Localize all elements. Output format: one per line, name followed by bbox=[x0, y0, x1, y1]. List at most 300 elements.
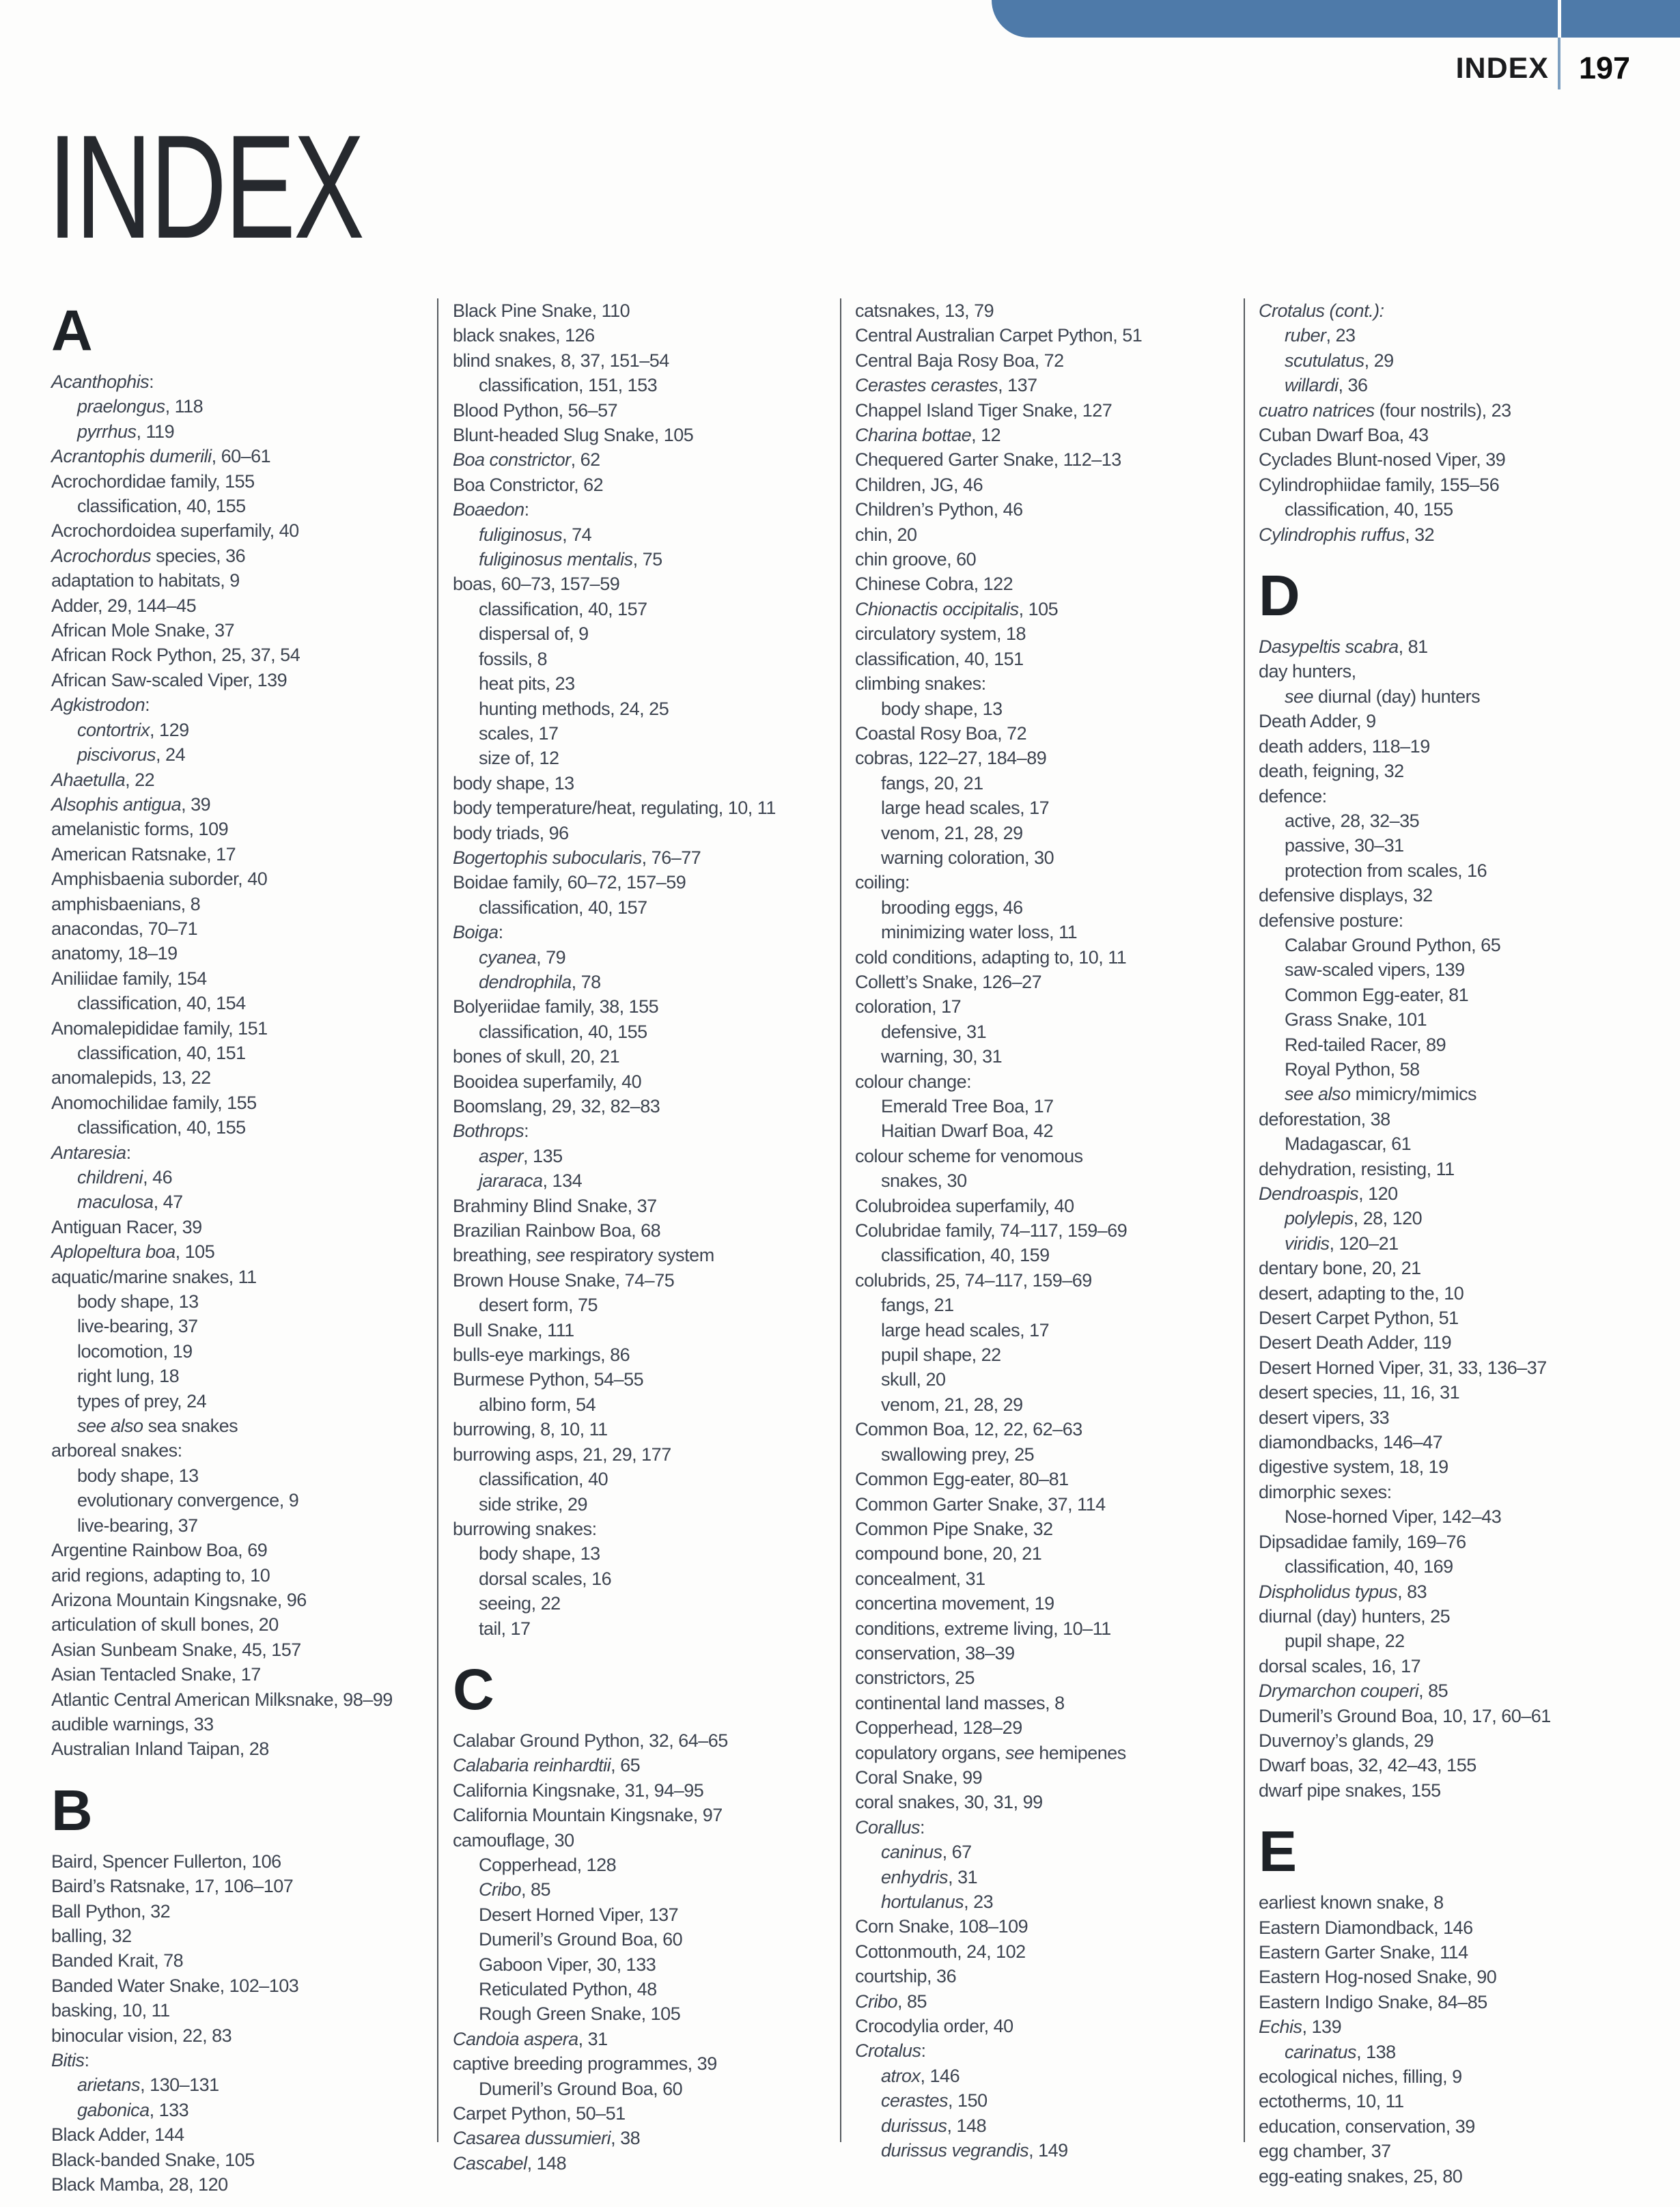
index-entry: climbing snakes: bbox=[855, 673, 986, 694]
index-entry: Eastern Hog-nosed Snake, 90 bbox=[1259, 1967, 1497, 1988]
index-entry: death, feigning, 32 bbox=[1259, 761, 1404, 782]
index-entry: Australian Inland Taipan, 28 bbox=[51, 1739, 269, 1760]
index-entry: Eastern Indigo Snake, 84–85 bbox=[1259, 1991, 1487, 2012]
index-entry: types of prey, 24 bbox=[77, 1390, 207, 1411]
index-entry: large head scales, 17 bbox=[881, 798, 1050, 819]
index-entry: Argentine Rainbow Boa, 69 bbox=[51, 1540, 268, 1561]
index-entry: Boomslang, 29, 32, 82–83 bbox=[453, 1096, 660, 1116]
index-entry: body shape, 13 bbox=[453, 772, 574, 793]
index-entry: caninus, 67 bbox=[881, 1842, 972, 1863]
index-entry: locomotion, 19 bbox=[77, 1340, 193, 1362]
index-entry: Crotalus (cont.): bbox=[1259, 300, 1384, 321]
index-entry: defensive posture: bbox=[1259, 910, 1403, 931]
index-entry: size of, 12 bbox=[479, 748, 559, 769]
index-entry: Boidae family, 60–72, 157–59 bbox=[453, 872, 686, 893]
index-entry: articulation of skull bones, 20 bbox=[51, 1614, 279, 1635]
index-entry: Aniliidae family, 154 bbox=[51, 968, 207, 989]
index-entry: asper, 135 bbox=[479, 1145, 563, 1166]
index-entry: fangs, 20, 21 bbox=[881, 772, 983, 793]
page-title: INDEX bbox=[48, 104, 363, 269]
index-entry: colour scheme for venomous bbox=[855, 1145, 1083, 1166]
index-entry: Dasypeltis scabra, 81 bbox=[1259, 636, 1428, 658]
index-entry: Colubridae family, 74–117, 159–69 bbox=[855, 1220, 1128, 1241]
index-entry: Red-tailed Racer, 89 bbox=[1285, 1034, 1446, 1055]
index-entry: Crocodylia order, 40 bbox=[855, 2016, 1013, 2037]
index-entry: African Rock Python, 25, 37, 54 bbox=[51, 645, 300, 666]
index-entry: Ball Python, 32 bbox=[51, 1900, 171, 1922]
index-entry: binocular vision, 22, 83 bbox=[51, 2025, 232, 2046]
index-entry: conservation, 38–39 bbox=[855, 1642, 1015, 1663]
index-entry: classification, 40, 154 bbox=[77, 993, 246, 1014]
index-entry: conditions, extreme living, 10–11 bbox=[855, 1618, 1111, 1639]
index-entry: Chinese Cobra, 122 bbox=[855, 574, 1013, 595]
index-entry: chin groove, 60 bbox=[855, 549, 977, 570]
index-entry: Dumeril’s Ground Boa, 10, 17, 60–61 bbox=[1259, 1705, 1551, 1726]
index-entry: protection from scales, 16 bbox=[1285, 860, 1487, 881]
index-entry: see also sea snakes bbox=[77, 1416, 238, 1437]
index-entry: amphisbaenians, 8 bbox=[51, 893, 201, 914]
index-entry: classification, 40, 157 bbox=[479, 598, 647, 619]
index-entry: adaptation to habitats, 9 bbox=[51, 570, 240, 591]
index-entry: Adder, 29, 144–45 bbox=[51, 595, 197, 616]
index-entry: courtship, 36 bbox=[855, 1966, 957, 1987]
index-entry: see diurnal (day) hunters bbox=[1285, 686, 1481, 707]
index-entry: Coastal Rosy Boa, 72 bbox=[855, 722, 1027, 744]
index-entry: Antaresia: bbox=[51, 1142, 131, 1163]
index-entry: coral snakes, 30, 31, 99 bbox=[855, 1792, 1043, 1813]
index-entry: concertina movement, 19 bbox=[855, 1593, 1054, 1614]
index-entry: Anomalepididae family, 151 bbox=[51, 1017, 268, 1039]
index-entry: body shape, 13 bbox=[479, 1543, 600, 1564]
index-entry: balling, 32 bbox=[51, 1925, 132, 1946]
index-entry: ruber, 23 bbox=[1285, 325, 1356, 346]
index-entry: Desert Horned Viper, 137 bbox=[479, 1904, 679, 1925]
index-entry: active, 28, 32–35 bbox=[1285, 810, 1420, 831]
index-entry: ecological niches, filling, 9 bbox=[1259, 2066, 1462, 2087]
index-column-3 bbox=[855, 298, 1251, 2163]
index-entry: desert vipers, 33 bbox=[1259, 1407, 1390, 1428]
index-entry: skull, 20 bbox=[881, 1369, 946, 1390]
index-entry: Chionactis occipitalis, 105 bbox=[855, 598, 1059, 619]
index-entry: Chappel Island Tiger Snake, 127 bbox=[855, 399, 1112, 421]
index-entry: Casarea dussumieri, 38 bbox=[453, 2128, 641, 2149]
index-entry: saw-scaled vipers, 139 bbox=[1285, 959, 1465, 981]
index-entry: bulls-eye markings, 86 bbox=[453, 1345, 630, 1366]
index-entry: dendrophila, 78 bbox=[479, 971, 601, 992]
index-entry: Acrantophis dumerili, 60–61 bbox=[51, 446, 271, 467]
index-entry: Children’s Python, 46 bbox=[855, 499, 1023, 520]
index-entry: Dispholidus typus, 83 bbox=[1259, 1581, 1427, 1602]
index-entry: California Mountain Kingsnake, 97 bbox=[453, 1805, 723, 1826]
index-entry: venom, 21, 28, 29 bbox=[881, 822, 1023, 843]
index-column-2 bbox=[453, 298, 849, 2176]
index-entry: Agkistrodon: bbox=[51, 694, 150, 716]
index-entry: Nose-horned Viper, 142–43 bbox=[1285, 1506, 1502, 1528]
index-entry: polylepis, 28, 120 bbox=[1285, 1208, 1423, 1229]
index-entry: classification, 40 bbox=[479, 1469, 608, 1490]
index-entry: Anomochilidae family, 155 bbox=[51, 1092, 257, 1113]
index-entry: warning, 30, 31 bbox=[881, 1046, 1003, 1067]
index-entry: Bitis: bbox=[51, 2050, 89, 2070]
index-entry: viridis, 120–21 bbox=[1285, 1233, 1399, 1254]
index-entry: dimorphic sexes: bbox=[1259, 1481, 1392, 1502]
index-entry: Desert Carpet Python, 51 bbox=[1259, 1308, 1459, 1329]
index-entry: cuatro natrices (four nostrils), 23 bbox=[1259, 399, 1511, 421]
index-column-1 bbox=[51, 298, 447, 2197]
index-entry: pupil shape, 22 bbox=[881, 1345, 1001, 1366]
index-entry: Common Pipe Snake, 32 bbox=[855, 1518, 1053, 1539]
index-entry: Atlantic Central American Milksnake, 98–99 bbox=[51, 1689, 393, 1710]
index-entry: body shape, 13 bbox=[77, 1465, 199, 1486]
index-entry: Haitian Dwarf Boa, 42 bbox=[881, 1121, 1054, 1142]
index-entry: Eastern Diamondback, 146 bbox=[1259, 1917, 1473, 1938]
index-entry: Common Boa, 12, 22, 62–63 bbox=[855, 1419, 1082, 1440]
index-entry: Acanthophis: bbox=[51, 371, 154, 392]
index-entry: Calabar Ground Python, 65 bbox=[1285, 934, 1501, 955]
index-entry: Burmese Python, 54–55 bbox=[453, 1369, 644, 1390]
index-entry: Cottonmouth, 24, 102 bbox=[855, 1941, 1026, 1962]
index-entry: dehydration, resisting, 11 bbox=[1259, 1158, 1455, 1179]
index-entry: fuliginosus mentalis, 75 bbox=[479, 549, 662, 570]
index-entry: defence: bbox=[1259, 785, 1327, 806]
index-entry: Boaedon: bbox=[453, 499, 529, 520]
index-entry: venom, 21, 28, 29 bbox=[881, 1394, 1023, 1415]
index-entry: American Ratsnake, 17 bbox=[51, 843, 236, 864]
index-entry: cyanea, 79 bbox=[479, 946, 566, 968]
index-entry: copulatory organs, see hemipenes bbox=[855, 1742, 1126, 1763]
index-entry: Brahminy Blind Snake, 37 bbox=[453, 1195, 657, 1216]
index-entry: earliest known snake, 8 bbox=[1259, 1892, 1444, 1913]
section-letter: E bbox=[1259, 1819, 1298, 1884]
index-entry: breathing, see respiratory system bbox=[453, 1245, 714, 1266]
index-entry: desert form, 75 bbox=[479, 1295, 598, 1316]
index-entry: Desert Death Adder, 119 bbox=[1259, 1332, 1452, 1353]
index-entry: Chequered Garter Snake, 112–13 bbox=[855, 449, 1121, 470]
index-entry: Charina bottae, 12 bbox=[855, 425, 1001, 446]
index-entry: deforestation, 38 bbox=[1259, 1108, 1390, 1129]
index-entry: aquatic/marine snakes, 11 bbox=[51, 1266, 257, 1287]
index-entry: Blood Python, 56–57 bbox=[453, 399, 618, 421]
index-entry: ectotherms, 10, 11 bbox=[1259, 2091, 1404, 2112]
index-entry: anacondas, 70–71 bbox=[51, 918, 198, 939]
index-entry: Baird, Spencer Fullerton, 106 bbox=[51, 1851, 281, 1872]
index-entry: enhydris, 31 bbox=[881, 1866, 978, 1887]
index-entry: bones of skull, 20, 21 bbox=[453, 1046, 620, 1067]
index-entry: live-bearing, 37 bbox=[77, 1316, 198, 1337]
index-entry: body shape, 13 bbox=[881, 698, 1003, 719]
index-entry: swallowing prey, 25 bbox=[881, 1444, 1035, 1465]
index-entry: Coral Snake, 99 bbox=[855, 1767, 983, 1788]
index-entry: African Mole Snake, 37 bbox=[51, 620, 235, 641]
index-entry: dentary bone, 20, 21 bbox=[1259, 1258, 1421, 1279]
index-entry: dorsal scales, 16 bbox=[479, 1568, 612, 1589]
index-entry: desert species, 11, 16, 31 bbox=[1259, 1382, 1460, 1403]
index-entry: Copperhead, 128 bbox=[479, 1854, 617, 1875]
index-entry: classification, 40, 155 bbox=[479, 1021, 647, 1042]
index-entry: classification, 40, 155 bbox=[77, 1117, 246, 1138]
index-entry: Corallus: bbox=[855, 1816, 925, 1838]
index-entry: passive, 30–31 bbox=[1285, 835, 1404, 856]
index-entry: circulatory system, 18 bbox=[855, 623, 1026, 645]
index-entry: Black Mamba, 28, 120 bbox=[51, 2174, 228, 2195]
index-entry: classification, 40, 155 bbox=[77, 496, 246, 517]
index-entry: willardi, 36 bbox=[1285, 375, 1368, 396]
index-entry: Bogertophis subocularis, 76–77 bbox=[453, 847, 701, 868]
index-entry: African Saw-scaled Viper, 139 bbox=[51, 669, 288, 690]
index-entry: chin, 20 bbox=[855, 524, 917, 545]
index-entry: Banded Krait, 78 bbox=[51, 1950, 184, 1971]
index-entry: fangs, 21 bbox=[881, 1295, 954, 1316]
index-entry: maculosa, 47 bbox=[77, 1192, 183, 1213]
index-entry: Acrochordidae family, 155 bbox=[51, 470, 255, 492]
index-entry: Cyclades Blunt-nosed Viper, 39 bbox=[1259, 449, 1506, 470]
index-entry: Alsophis antigua, 39 bbox=[51, 793, 211, 815]
index-entry: burrowing snakes: bbox=[453, 1518, 597, 1539]
index-entry: childreni, 46 bbox=[77, 1167, 173, 1187]
index-entry: classification, 40, 155 bbox=[1285, 499, 1453, 520]
index-entry: cerastes, 150 bbox=[881, 2090, 988, 2111]
index-entry: Echis, 139 bbox=[1259, 2016, 1342, 2038]
index-entry: anomalepids, 13, 22 bbox=[51, 1067, 211, 1088]
section-letter: A bbox=[51, 298, 93, 363]
index-entry: colour change: bbox=[855, 1071, 972, 1092]
index-entry: Asian Sunbeam Snake, 45, 157 bbox=[51, 1639, 301, 1660]
index-entry: Antiguan Racer, 39 bbox=[51, 1216, 202, 1237]
index-entry: egg-eating snakes, 25, 80 bbox=[1259, 2165, 1463, 2187]
index-entry: defensive, 31 bbox=[881, 1021, 987, 1042]
index-entry: Bolyeriidae family, 38, 155 bbox=[453, 996, 659, 1017]
index-entry: Central Australian Carpet Python, 51 bbox=[855, 325, 1143, 346]
index-entry: Banded Water Snake, 102–103 bbox=[51, 1975, 299, 1996]
index-entry: Cascabel, 148 bbox=[453, 2152, 567, 2174]
index-entry: Arizona Mountain Kingsnake, 96 bbox=[51, 1589, 307, 1610]
index-entry: Desert Horned Viper, 31, 33, 136–37 bbox=[1259, 1357, 1547, 1378]
index-entry: durissus vegrandis, 149 bbox=[881, 2140, 1068, 2161]
index-entry: Calabaria reinhardtii, 65 bbox=[453, 1755, 641, 1776]
index-entry: digestive system, 18, 19 bbox=[1259, 1457, 1448, 1478]
index-entry: diurnal (day) hunters, 25 bbox=[1259, 1605, 1451, 1627]
index-entry: egg chamber, 37 bbox=[1259, 2141, 1391, 2162]
index-entry: Emerald Tree Boa, 17 bbox=[881, 1096, 1054, 1116]
index-entry: body shape, 13 bbox=[77, 1291, 199, 1312]
index-entry: minimizing water loss, 11 bbox=[881, 922, 1078, 943]
index-entry: Common Egg-eater, 81 bbox=[1285, 984, 1469, 1005]
index-entry: Royal Python, 58 bbox=[1285, 1058, 1420, 1080]
index-entry: pyrrhus, 119 bbox=[77, 421, 175, 442]
index-entry: Baird’s Ratsnake, 17, 106–107 bbox=[51, 1876, 294, 1897]
index-entry: continental land masses, 8 bbox=[855, 1692, 1065, 1713]
index-entry: Black-banded Snake, 105 bbox=[51, 2149, 255, 2170]
index-entry: California Kingsnake, 31, 94–95 bbox=[453, 1780, 704, 1801]
index-entry: Brazilian Rainbow Boa, 68 bbox=[453, 1220, 661, 1241]
index-entry: dispersal of, 9 bbox=[479, 623, 589, 645]
index-entry: arboreal snakes: bbox=[51, 1440, 182, 1461]
index-entry: Dumeril’s Ground Boa, 60 bbox=[479, 2078, 683, 2099]
index-entry: black snakes, 126 bbox=[453, 325, 595, 346]
index-entry: Dumeril’s Ground Boa, 60 bbox=[479, 1929, 683, 1950]
index-entry: side strike, 29 bbox=[479, 1493, 588, 1515]
index-entry: Colubroidea superfamily, 40 bbox=[855, 1195, 1074, 1216]
index-entry: coiling: bbox=[855, 872, 910, 893]
index-entry: Bull Snake, 111 bbox=[453, 1319, 574, 1340]
index-entry: warning coloration, 30 bbox=[881, 847, 1054, 868]
index-entry: atrox, 146 bbox=[881, 2065, 960, 2086]
index-entry: Black Adder, 144 bbox=[51, 2124, 184, 2146]
index-entry: Cerastes cerastes, 137 bbox=[855, 375, 1037, 396]
top-banner bbox=[992, 0, 1680, 38]
index-entry: Black Pine Snake, 110 bbox=[453, 300, 630, 321]
index-entry: Acrochordus species, 36 bbox=[51, 545, 246, 566]
index-entry: cold conditions, adapting to, 10, 11 bbox=[855, 946, 1127, 968]
index-entry: snakes, 30 bbox=[881, 1170, 967, 1192]
banner-divider-notch bbox=[1558, 0, 1561, 38]
index-entry: hortulanus, 23 bbox=[881, 1892, 994, 1912]
index-entry: Eastern Garter Snake, 114 bbox=[1259, 1941, 1468, 1963]
index-entry: Death Adder, 9 bbox=[1259, 711, 1376, 732]
index-entry: Dipsadidae family, 169–76 bbox=[1259, 1531, 1466, 1552]
index-entry: gabonica, 133 bbox=[77, 2099, 189, 2120]
index-entry: Boiga: bbox=[453, 922, 503, 943]
index-entry: Booidea superfamily, 40 bbox=[453, 1071, 642, 1092]
index-entry: carinatus, 138 bbox=[1285, 2041, 1396, 2062]
index-entry: Duvernoy’s glands, 29 bbox=[1259, 1730, 1434, 1751]
running-header-label: INDEX bbox=[1455, 52, 1549, 85]
index-entry: jararaca, 134 bbox=[479, 1170, 583, 1192]
index-entry: scutulatus, 29 bbox=[1285, 350, 1394, 371]
index-entry: compound bone, 20, 21 bbox=[855, 1543, 1042, 1564]
index-entry: Reticulated Python, 48 bbox=[479, 1979, 657, 1999]
index-entry: Blunt-headed Slug Snake, 105 bbox=[453, 425, 694, 446]
index-entry: Cylindrophis ruffus, 32 bbox=[1259, 524, 1435, 545]
index-entry: Brown House Snake, 74–75 bbox=[453, 1269, 675, 1291]
index-entry: burrowing asps, 21, 29, 177 bbox=[453, 1444, 671, 1465]
index-entry: camouflage, 30 bbox=[453, 1829, 574, 1851]
index-entry: day hunters, bbox=[1259, 661, 1356, 682]
section-letter: D bbox=[1259, 563, 1300, 628]
index-entry: tail, 17 bbox=[479, 1618, 531, 1639]
page-number: 197 bbox=[1579, 51, 1631, 85]
index-entry: defensive displays, 32 bbox=[1259, 885, 1433, 906]
header-divider-line bbox=[1558, 38, 1560, 89]
index-entry: Crotalus: bbox=[855, 2040, 926, 2062]
index-entry: Gaboon Viper, 30, 133 bbox=[479, 1954, 656, 1975]
index-entry: boas, 60–73, 157–59 bbox=[453, 574, 620, 595]
index-entry: see also mimicry/mimics bbox=[1285, 1084, 1477, 1105]
index-entry: Central Baja Rosy Boa, 72 bbox=[855, 350, 1064, 371]
index-entry: Bothrops: bbox=[453, 1121, 529, 1142]
index-entry: Collett’s Snake, 126–27 bbox=[855, 971, 1042, 992]
index-entry: Dwarf boas, 32, 42–43, 155 bbox=[1259, 1755, 1476, 1776]
index-entry: Boa Constrictor, 62 bbox=[453, 474, 604, 495]
index-entry: Copperhead, 128–29 bbox=[855, 1717, 1022, 1739]
index-entry: captive breeding programmes, 39 bbox=[453, 2053, 717, 2075]
index-entry: Grass Snake, 101 bbox=[1285, 1009, 1427, 1030]
index-entry: desert, adapting to the, 10 bbox=[1259, 1282, 1464, 1304]
index-entry: albino form, 54 bbox=[479, 1394, 596, 1415]
index-entry: praelongus, 118 bbox=[77, 396, 204, 417]
index-entry: classification, 40, 151 bbox=[77, 1042, 246, 1063]
index-entry: Drymarchon couperi, 85 bbox=[1259, 1681, 1448, 1702]
index-entry: classification, 40, 151 bbox=[855, 648, 1024, 669]
index-entry: Boa constrictor, 62 bbox=[453, 449, 600, 470]
index-entry: seeing, 22 bbox=[479, 1593, 561, 1614]
index-entry: heat pits, 23 bbox=[479, 673, 575, 694]
index-entry: arid regions, adapting to, 10 bbox=[51, 1564, 270, 1586]
index-entry: Ahaetulla, 22 bbox=[51, 769, 155, 790]
index-entry: death adders, 118–19 bbox=[1259, 735, 1430, 757]
index-entry: Cylindrophiidae family, 155–56 bbox=[1259, 474, 1500, 495]
index-entry: Cribo, 85 bbox=[855, 1991, 927, 2012]
index-entry: fossils, 8 bbox=[479, 648, 548, 669]
index-entry: catsnakes, 13, 79 bbox=[855, 300, 994, 321]
index-entry: large head scales, 17 bbox=[881, 1319, 1050, 1340]
index-entry: Children, JG, 46 bbox=[855, 474, 983, 495]
index-entry: body triads, 96 bbox=[453, 822, 569, 843]
section-letter: C bbox=[453, 1657, 494, 1721]
index-entry: body temperature/heat, regulating, 10, 11 bbox=[453, 798, 776, 819]
index-entry: Carpet Python, 50–51 bbox=[453, 2103, 626, 2124]
index-entry: concealment, 31 bbox=[855, 1568, 985, 1589]
index-entry: piscivorus, 24 bbox=[77, 744, 186, 765]
index-entry: classification, 151, 153 bbox=[479, 375, 658, 396]
index-entry: contortrix, 129 bbox=[77, 719, 189, 740]
index-entry: arietans, 130–131 bbox=[77, 2075, 219, 2096]
index-entry: evolutionary convergence, 9 bbox=[77, 1490, 299, 1511]
index-entry: fuliginosus, 74 bbox=[479, 524, 592, 545]
index-entry: Acrochordoidea superfamily, 40 bbox=[51, 520, 299, 542]
index-entry: Cribo, 85 bbox=[479, 1879, 551, 1900]
index-entry: Corn Snake, 108–109 bbox=[855, 1916, 1028, 1937]
index-entry: Common Egg-eater, 80–81 bbox=[855, 1469, 1069, 1490]
index-entry: basking, 10, 11 bbox=[51, 2000, 170, 2021]
index-entry: durissus, 148 bbox=[881, 2115, 987, 2136]
index-entry: blind snakes, 8, 37, 151–54 bbox=[453, 350, 669, 371]
index-entry: brooding eggs, 46 bbox=[881, 897, 1023, 918]
index-entry: pupil shape, 22 bbox=[1285, 1631, 1405, 1652]
index-entry: Amphisbaenia suborder, 40 bbox=[51, 869, 268, 890]
index-entry: diamondbacks, 146–47 bbox=[1259, 1432, 1443, 1453]
index-entry: Rough Green Snake, 105 bbox=[479, 2004, 681, 2025]
index-entry: Dendroaspis, 120 bbox=[1259, 1183, 1398, 1204]
index-entry: education, conservation, 39 bbox=[1259, 2115, 1475, 2137]
index-entry: right lung, 18 bbox=[77, 1366, 180, 1387]
index-entry: live-bearing, 37 bbox=[77, 1515, 198, 1536]
index-entry: constrictors, 25 bbox=[855, 1668, 975, 1689]
index-entry: amelanistic forms, 109 bbox=[51, 819, 229, 840]
index-entry: Asian Tentacled Snake, 17 bbox=[51, 1664, 261, 1685]
index-entry: dorsal scales, 16, 17 bbox=[1259, 1655, 1421, 1676]
index-entry: Calabar Ground Python, 32, 64–65 bbox=[453, 1730, 728, 1751]
index-entry: Cuban Dwarf Boa, 43 bbox=[1259, 425, 1429, 446]
index-entry: dwarf pipe snakes, 155 bbox=[1259, 1780, 1441, 1801]
index-entry: colubrids, 25, 74–117, 159–69 bbox=[855, 1269, 1092, 1291]
index-entry: burrowing, 8, 10, 11 bbox=[453, 1419, 608, 1440]
section-letter: B bbox=[51, 1777, 93, 1842]
index-entry: cobras, 122–27, 184–89 bbox=[855, 748, 1047, 769]
index-entry: coloration, 17 bbox=[855, 996, 962, 1017]
index-entry: Common Garter Snake, 37, 114 bbox=[855, 1493, 1106, 1515]
index-entry: classification, 40, 159 bbox=[881, 1245, 1050, 1266]
index-entry: classification, 40, 157 bbox=[479, 897, 647, 918]
index-column-4 bbox=[1259, 298, 1655, 2189]
index-entry: Madagascar, 61 bbox=[1285, 1134, 1412, 1155]
index-entry: audible warnings, 33 bbox=[51, 1713, 214, 1734]
index-entry: classification, 40, 169 bbox=[1285, 1556, 1453, 1577]
index-entry: Aplopeltura boa, 105 bbox=[51, 1241, 215, 1263]
index-entry: Candoia aspera, 31 bbox=[453, 2028, 608, 2049]
index-entry: anatomy, 18–19 bbox=[51, 943, 178, 964]
index-entry: scales, 17 bbox=[479, 722, 559, 744]
